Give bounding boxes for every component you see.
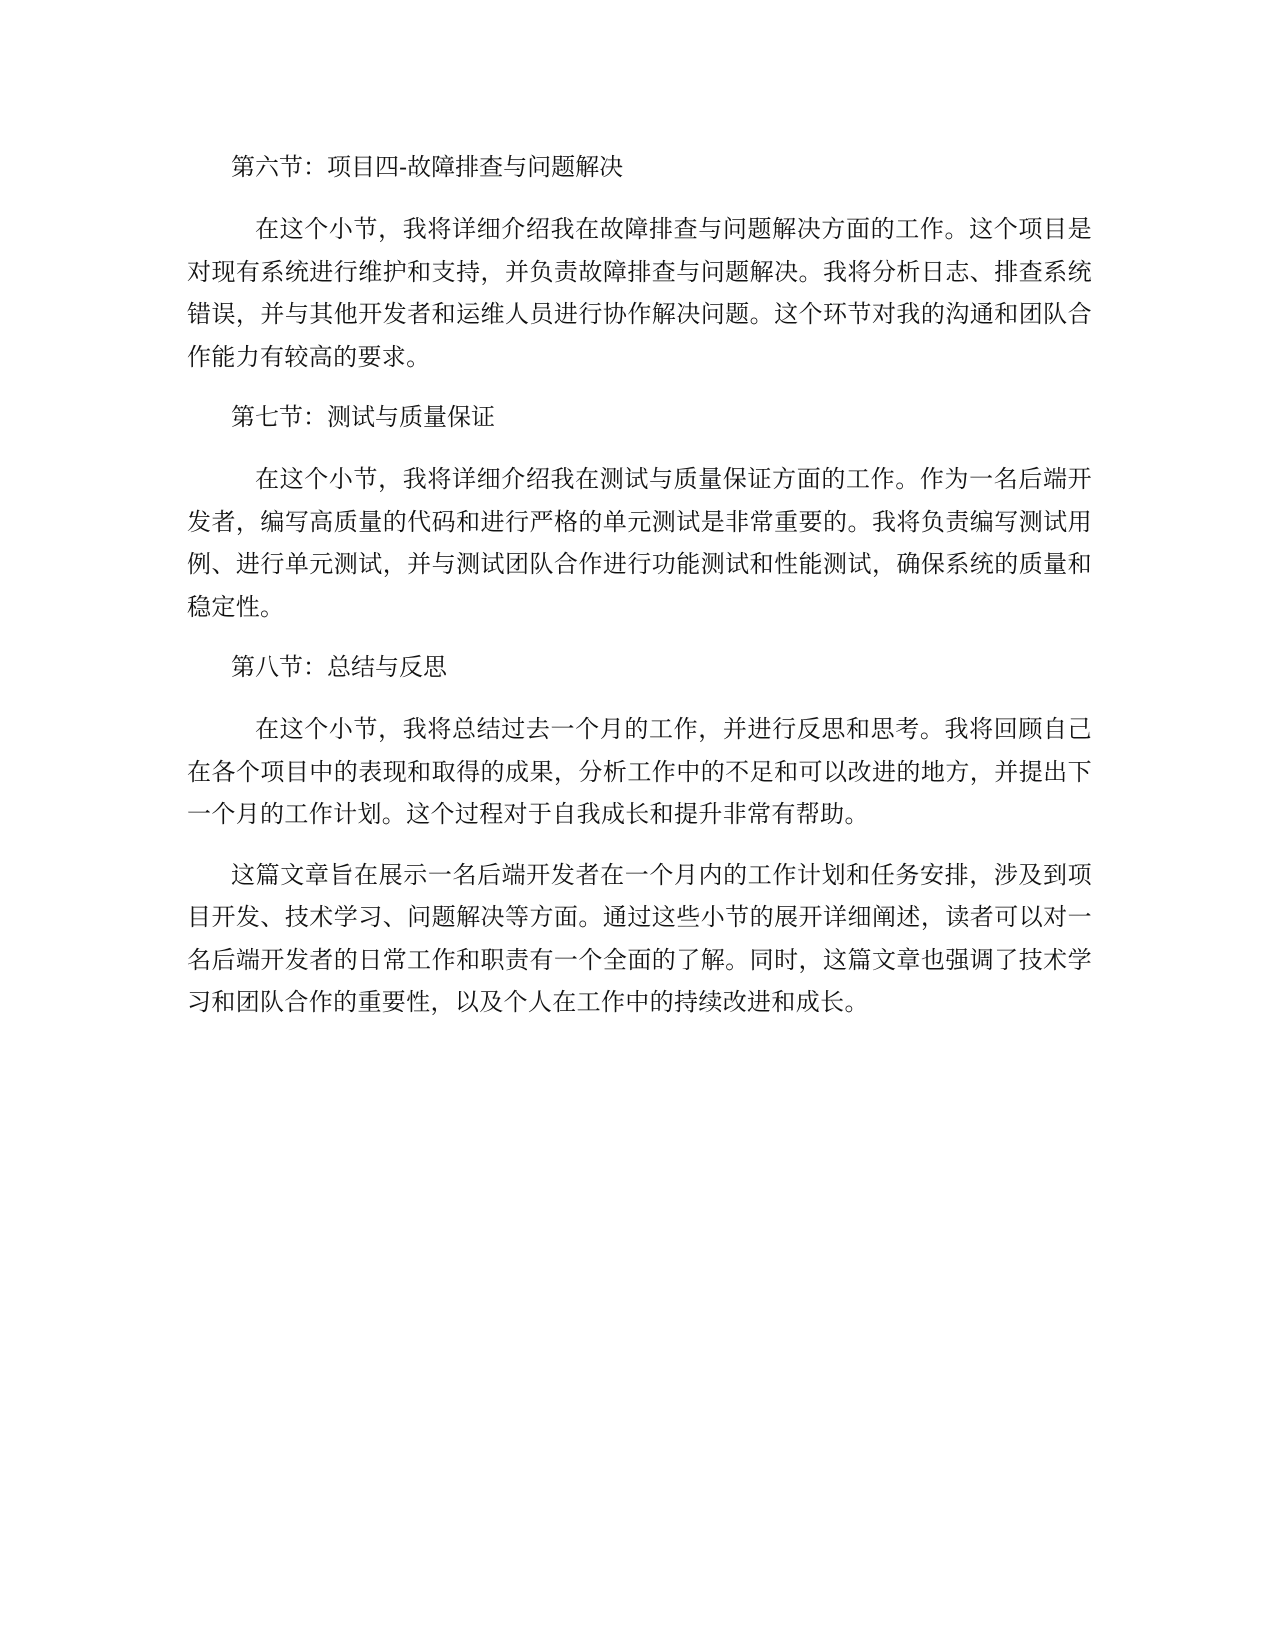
section-7-heading: 第七节：测试与质量保证 (231, 403, 495, 431)
conclusion-paragraph: 这篇文章旨在展示一名后端开发者在一个月内的工作计划和任务安排，涉及到项目开发、技术学习、问题解决等方面。通过这些小节的展开详细阐述，读者可以对一名后端开发者的日常工作和职责有一个全面的了解。同时，这篇文章也强调了技术学习和团队合作的重要性，以及个人在工作中的持续改进和成长。 (187, 860, 1092, 1016)
section-6-body: 在这个小节，我将详细介绍我在故障排查与问题解决方面的工作。这个项目是对现有系统进行维护和支持，并负责故障排查与问题解决。我将分析日志、排查系统错误，并与其他开发者和运维人员进行协作解决问题。这个环节对我的沟通和团队合作能力有较高的要求。 (187, 215, 1092, 371)
section-8-body: 在这个小节，我将总结过去一个月的工作，并进行反思和思考。我将回顾自己在各个项目中的表现和取得的成果，分析工作中的不足和可以改进的地方，并提出下一个月的工作计划。这个过程对于自我成长和提升非常有帮助。 (187, 715, 1092, 828)
section-6-heading: 第六节：项目四-故障排查与问题解决 (231, 153, 624, 181)
document-content (187, 146, 1092, 1024)
section-7-body: 在这个小节，我将详细介绍我在测试与质量保证方面的工作。作为一名后端开发者，编写高质量的代码和进行严格的单元测试是非常重要的。我将负责编写测试用例、进行单元测试，并与测试团队合作进行功能测试和性能测试，确保系统的质量和稳定性。 (187, 465, 1092, 621)
section-8-heading: 第八节：总结与反思 (231, 653, 447, 681)
